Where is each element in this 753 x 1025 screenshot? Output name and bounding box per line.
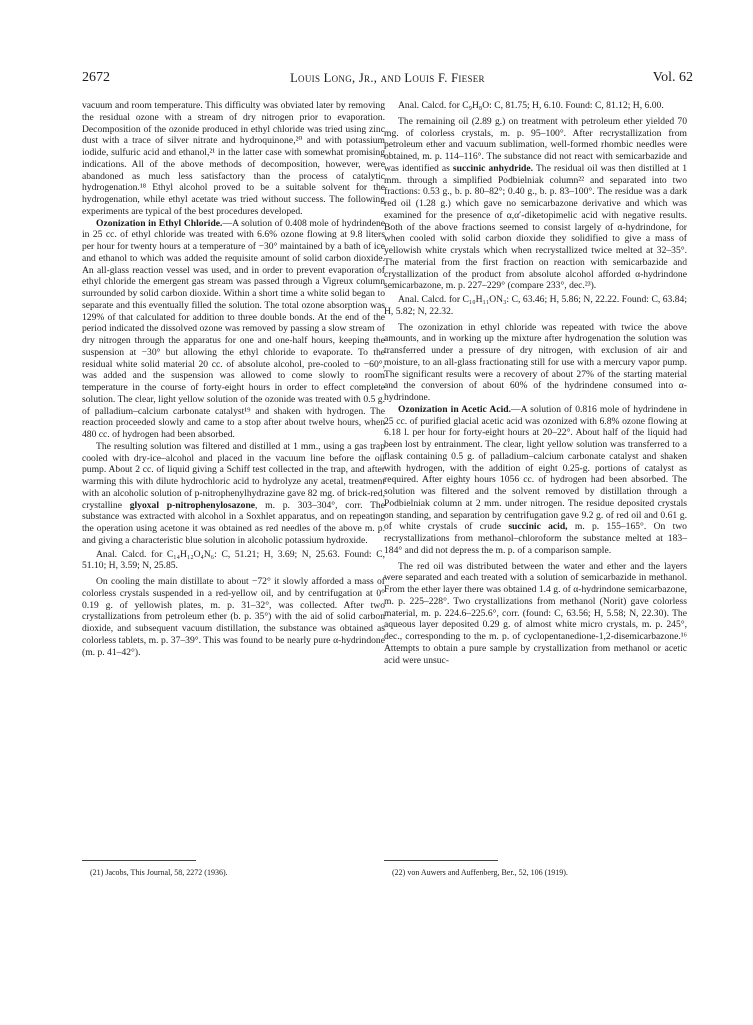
analysis-line: Anal. Calcd. for C₁₀H₁₁ON₃: C, 63.46; H, 5.86; N, 22.22. Found: C, 63.84; H, 5.82; N, 22.32. — [384, 294, 687, 317]
right-column — [384, 100, 687, 666]
footnote-rule — [384, 860, 498, 861]
paragraph: The resulting solution was filtered and distilled at 1 mm., using a gas trap cooled with dry-ice–alcohol and placed in the vacuum line before the oil pump. About 2 cc. of liquid giving a Schiff test collected in the trap, and after warming this with dilute hydrochloric acid to hydrolyze any acetal, treatment with an alcoholic solution of p-nitrophenylhydrazine gave 82 mg. of brick-red, crystalline glyoxal p-nitrophenylosazone, m. p. 303–304°, corr. The substance was extracted with alcohol in a Soxhlet apparatus, and on repeating the operation using acetone it was obtained as red needles of the above m. p. and giving a characteristic blue solution in alcoholic potassium hydroxide. — [82, 440, 385, 546]
page-number: 2672 — [82, 70, 110, 85]
paragraph: The red oil was distributed between the water and ether and the layers were separated and each treated with a solution of semicarbazide in methanol. From the ether layer there was obtained 1.4 g. of α-hydrindone semicarbazone, m. p. 225–228°. Two crystallizations from methanol (Norit) gave colorless material, m. p. 224.6–225.6°, corr. (found: C, 63.56; H, 5.58; N, 22.30). The aqueous layer deposited 0.29 g. of almost white micro crystals, m. p. 245°, dec., corresponding to the m. p. of cyclopentanedione-1,2-disemicarbazone.¹⁶ Attempts to obtain a pure sample by crystallization from methanol or acetic acid were unsuc- — [384, 560, 687, 666]
left-column — [82, 100, 385, 658]
footnote: (21) Jacobs, This Journal, 58, 2272 (1936). — [90, 868, 228, 877]
footnote-rule — [82, 860, 196, 861]
paragraph: The remaining oil (2.89 g.) on treatment with petroleum ether yielded 70 mg. of colorless crystals, m. p. 95–100°. After recrystallization from petroleum ether and vacuum sublimation, well-formed rhombic needles were obtained, m. p. 114–116°. The substance did not react with semicarbazide and was identified as succinic anhydride. The residual oil was then distilled at 1 mm. through a simplified Podbielniak column²² and separated into two fractions: 0.53 g., b. p. 80–82°; 0.40 g., b. p. 83–100°. The residue was a dark red oil (1.28 g.) which gave no semicarbazone derivative and which was examined for the presence of α,α′-diketopimelic acid with negative results. Both of the above fractions seemed to consist largely of α-hydrindone, for when cooled with solid carbon dioxide they solidified to give a mass of yellowish white crystals which when recrystallized twice melted at 32–35°. The material from the first fraction on reaction with semicarbazide and crystallization of the product from absolute alcohol afforded α-hydrindone semicarbazone, m. p. 227–229° (compare 233°, dec.²³). — [384, 115, 687, 292]
paragraph: Ozonization in Acetic Acid.—A solution of 0.816 mole of hydrindene in 25 cc. of purified glacial acetic acid was ozonized with 6.8% ozone flowing at 6.18 l. per hour for forty-eight hours at 20–22°. About half of the liquid had been lost by entrainment. The clear, light yellow solution was transferred to a flask containing 0.5 g. of palladium–calcium carbonate catalyst and shaken with hydrogen, with the addition of eight 0.25-g. portions of catalyst as required. After eighty hours 1056 cc. of hydrogen had been absorbed. The solution was filtered and the solvent removed by distillation through a Podbielniak column at 2 mm. under nitrogen. The residue deposited crystals on standing, and separation by centrifugation gave 9.2 g. of red oil and 0.61 g. of white crystals of crude succinic acid, m. p. 155–165°. On two recrystallizations from methanol–chloroform the substance melted at 183–184° and did not depress the m. p. of a comparison sample. — [384, 403, 687, 556]
analysis-line: Anal. Calcd. for C₁₄H₁₂O₄N₆: C, 51.21; H, 3.69; N, 25.63. Found: C, 51.10; H, 3.59; N, 25.85. — [82, 548, 385, 572]
paragraph: The ozonization in ethyl chloride was repeated with twice the above amounts, and in working up the mixture after hydrogenation the solution was transferred under a pressure of dry nitrogen, with exclusion of air and moisture, to an all-glass fractionating still for use with a mercury vapor pump. The significant results were a recovery of about 27% of the starting material and the conversion of about 60% of the hydrindene consumed into α-hydrindone. — [384, 321, 687, 403]
section-heading: Ozonization in Acetic Acid. — [398, 403, 511, 415]
compound-name: succinic acid, — [508, 521, 568, 533]
running-head-authors: Louis Long, Jr., and Louis F. Fieser — [290, 71, 485, 85]
paragraph: Ozonization in Ethyl Chloride.—A solution of 0.408 mole of hydrindene in 25 cc. of ethyl chloride was treated with 6.6% ozone flowing at 9.8 liters per hour for twenty hours at a temperature of −30° maintained by a bath of ice and ethanol to which was added the requisite amount of solid carbon dioxide. An all-glass reaction vessel was used, and in order to prevent evaporation of ethyl chloride the emergent gas stream was passed through a Vigreux column surrounded by solid carbon dioxide. Within a short time a white solid began to separate and this eventually filled the solution. The total ozone absorption was 129% of that calculated for addition to three double bonds. At the end of the period indicated the dissolved ozone was removed by passing a slow stream of dry nitrogen through the apparatus for one and one-half hours, keeping the suspension at −30° but allowing the ethyl chloride to evaporate. To the residual white solid material 20 cc. of absolute alcohol, pre-cooled to −60°, was added and the suspension was allowed to come slowly to room temperature in the course of forty-eight hours in order to effect complete solution. The clear, light yellow solution of the ozonide was treated with 0.5 g. of palladium–calcium carbonate catalyst¹⁹ and shaken with hydrogen. The reaction proceeded slowly and came to a stop after about twelve hours, when 480 cc. of hydrogen had been absorbed. — [82, 217, 386, 440]
section-heading: Ozonization in Ethyl Chloride. — [96, 217, 223, 229]
compound-name: glyoxal p-nitrophenylosazone — [129, 499, 256, 511]
volume-label: Vol. 62 — [652, 70, 693, 85]
paragraph: On cooling the main distillate to about −72° it slowly afforded a mass of colorless crystals suspended in a red-yellow oil, and by centrifugation at 0° 0.19 g. of yellowish plates, m. p. 31–32°, was collected. After two crystallizations from petroleum ether (b. p. 35°) with the aid of solid carbon dioxide, and subsequent vacuum distillation, the substance was obtained as colorless tablets, m. p. 37–39°. This was found to be nearly pure α-hydrindone (m. p. 41–42°). — [82, 576, 385, 658]
page-header — [82, 70, 693, 90]
footnote: (22) von Auwers and Auffenberg, Ber., 52, 106 (1919). — [392, 868, 568, 877]
paragraph: vacuum and room temperature. This difficulty was obviated later by removing the residual ozone with a stream of dry nitrogen prior to evaporation. Decomposition of the ozonide produced in ethyl chloride was tried using zinc dust with a trace of silver nitrate and hydroquinone,²⁰ and with potassium iodide, sulfuric acid and ethanol,²¹ in the latter case with somewhat promising indications. All of the above methods of decomposition, however, were abandoned as much less satisfactory than the process of catalytic hydrogenation.¹⁸ Ethyl alcohol proved to be a suitable solvent for the hydrogenation, while ethyl acetate was tried without success. The following experiments are typical of the best procedures developed. — [82, 100, 385, 217]
analysis-line: Anal. Calcd. for C₉H₈O: C, 81.75; H, 6.10. Found: C, 81.12; H, 6.00. — [398, 100, 664, 111]
compound-name: succinic anhydride. — [452, 162, 534, 174]
